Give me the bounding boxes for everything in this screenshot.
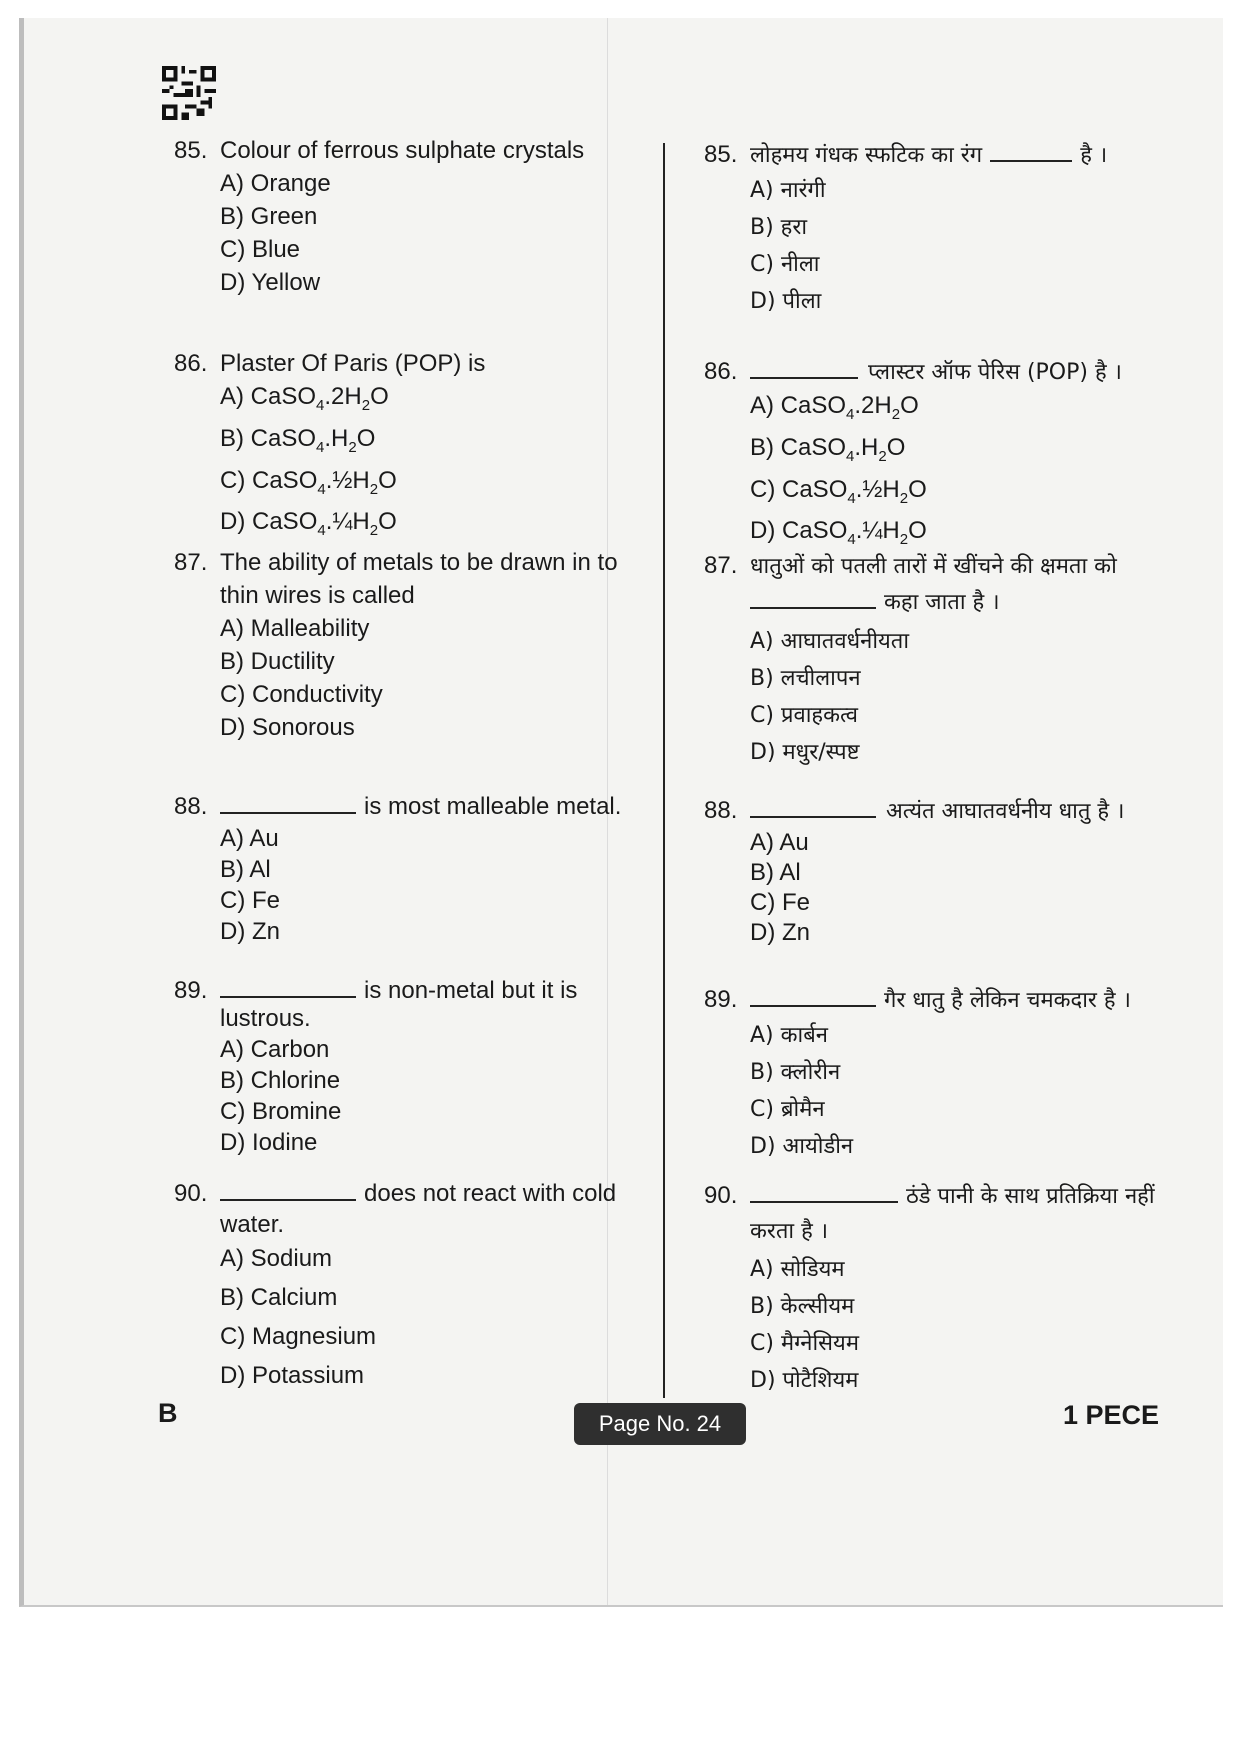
question-88-hi [704, 794, 1124, 948]
option-a: A) नारंगी [750, 178, 826, 203]
option-c: C) Fe [750, 889, 810, 916]
option-c: C) Blue [220, 236, 301, 263]
option-a: A) Malleability [220, 615, 370, 642]
question-number: 86. [174, 350, 208, 377]
question-number: 85. [174, 137, 208, 164]
question-text: अत्यंत आघातवर्धनीय धातु है । [886, 799, 1125, 824]
option-b: B) केल्सीयम [750, 1294, 855, 1319]
option-a: A) आघातवर्धनीयता [750, 629, 910, 654]
question-89-en [174, 974, 577, 1158]
option-b: B) लचीलापन [750, 666, 861, 691]
option-d: D) $CaSO_4.\frac{1}{4}H_2O$ [220, 508, 397, 540]
option-d: D) आयोडीन [750, 1134, 854, 1159]
question-text: प्लास्टर ऑफ पेरिस (POP) है । [868, 360, 1122, 385]
exam-code-label: 1 PECE [1063, 1400, 1160, 1430]
question-text: does not react with cold [364, 1180, 617, 1207]
option-b: B) Ductility [220, 648, 335, 675]
question-number: 90. [174, 1180, 208, 1207]
question-number: 89. [174, 977, 208, 1004]
column-divider [663, 143, 665, 1398]
question-text: Plaster Of Paris (POP) is [220, 350, 486, 377]
option-a: A) $CaSO_4.2H_2O$ [750, 392, 919, 423]
question-90-en [174, 1177, 616, 1395]
question-86-en [174, 347, 485, 547]
question-text: ठंडे पानी के साथ प्रतिक्रिया नहीं [906, 1184, 1155, 1209]
option-a: A) Carbon [220, 1036, 330, 1063]
option-a: A) सोडियम [750, 1257, 845, 1282]
option-c: C) नीला [750, 252, 820, 277]
answer-blank [220, 792, 356, 814]
question-number: 88. [704, 797, 738, 824]
option-c: C) $CaSO_4.\frac{1}{2}H_2O$ [220, 466, 397, 498]
option-c: C) Fe [220, 887, 280, 914]
question-text: is non-metal but it is [364, 977, 578, 1004]
option-c: C) Bromine [220, 1098, 342, 1125]
option-a: A) Au [220, 825, 279, 852]
answer-blank [750, 587, 876, 609]
qr-code-icon [161, 66, 217, 120]
question-number: 86. [704, 358, 738, 385]
question-text: Colour of ferrous sulphate crystals [220, 137, 585, 164]
option-d: D) Zn [220, 918, 280, 945]
option-d: D) $CaSO_4.\frac{1}{4}H_2O$ [750, 517, 927, 549]
option-d: D) Sonorous [220, 714, 355, 741]
option-c: C) Conductivity [220, 681, 383, 708]
option-d: D) Potassium [220, 1362, 365, 1389]
question-90-hi [704, 1179, 1155, 1399]
answer-blank [750, 796, 876, 818]
question-number: 87. [174, 549, 208, 576]
question-text: The ability of metals to be drawn in to [220, 549, 618, 576]
option-d: D) Zn [750, 919, 810, 946]
question-87-hi [704, 549, 1117, 771]
option-b: B) $CaSO_4.H_2O$ [750, 433, 906, 465]
option-d: D) पीला [750, 289, 822, 314]
answer-blank [750, 357, 858, 379]
option-b: B) Green [220, 203, 318, 230]
question-text-cont: कहा जाता है । [750, 583, 1117, 623]
answer-blank [220, 976, 356, 998]
question-number: 85. [704, 141, 738, 168]
question-85-en [174, 134, 584, 299]
question-number: 87. [704, 552, 738, 579]
option-c: C) $CaSO_4.\frac{1}{2}H_2O$ [750, 475, 927, 507]
question-text: is most malleable metal. [364, 793, 622, 820]
option-a: A) Orange [220, 170, 331, 197]
answer-blank [750, 1181, 898, 1203]
answer-blank [220, 1179, 356, 1201]
option-c: C) ब्रोमैन [750, 1097, 825, 1122]
question-number: 89. [704, 986, 738, 1013]
option-d: D) Iodine [220, 1129, 318, 1156]
booklet-set-label: B [158, 1398, 178, 1428]
question-text: गैर धातु है लेकिन चमकदार है । [884, 988, 1131, 1013]
question-number: 90. [704, 1182, 738, 1209]
question-text-end: है । [1080, 143, 1108, 168]
option-a: A) Sodium [220, 1245, 333, 1272]
option-a: A) Au [750, 829, 809, 856]
option-b: B) Al [750, 859, 801, 886]
option-a: A) कार्बन [750, 1023, 828, 1048]
question-text-cont: thin wires is called [220, 582, 415, 609]
question-87-en [174, 546, 618, 744]
question-text-cont: lustrous. [220, 1005, 311, 1032]
option-b: B) Chlorine [220, 1067, 341, 1094]
option-a: A) $CaSO_4.2H_2O$ [220, 383, 389, 414]
option-c: C) Magnesium [220, 1323, 377, 1350]
option-b: B) हरा [750, 215, 808, 240]
question-text-cont: water. [220, 1211, 285, 1238]
option-b: B) Calcium [220, 1284, 338, 1311]
question-text-cont: करता है । [750, 1219, 829, 1244]
option-c: C) मैग्नेसियम [750, 1331, 859, 1356]
option-d: D) मधुर/स्पष्ट [750, 740, 860, 765]
answer-blank [990, 140, 1072, 162]
question-85-hi [704, 138, 1107, 320]
question-text: लोहमय गंधक स्फटिक का रंग [750, 143, 983, 168]
page-number-badge: Page No. 24 [574, 1403, 746, 1445]
option-d: D) Yellow [220, 269, 321, 296]
option-b: B) Al [220, 856, 271, 883]
option-c: C) प्रवाहकत्व [750, 703, 859, 728]
question-text: धातुओं को पतली तारों में खींचने की क्षमता को [750, 554, 1117, 579]
question-86-hi [704, 355, 1122, 556]
option-b: B) $CaSO_4.H_2O$ [220, 424, 376, 456]
option-d: D) पोटैशियम [750, 1368, 859, 1393]
question-88-en [174, 790, 621, 947]
question-89-hi [704, 983, 1131, 1165]
question-number: 88. [174, 793, 208, 820]
option-b: B) क्लोरीन [750, 1060, 841, 1085]
answer-blank [750, 985, 876, 1007]
